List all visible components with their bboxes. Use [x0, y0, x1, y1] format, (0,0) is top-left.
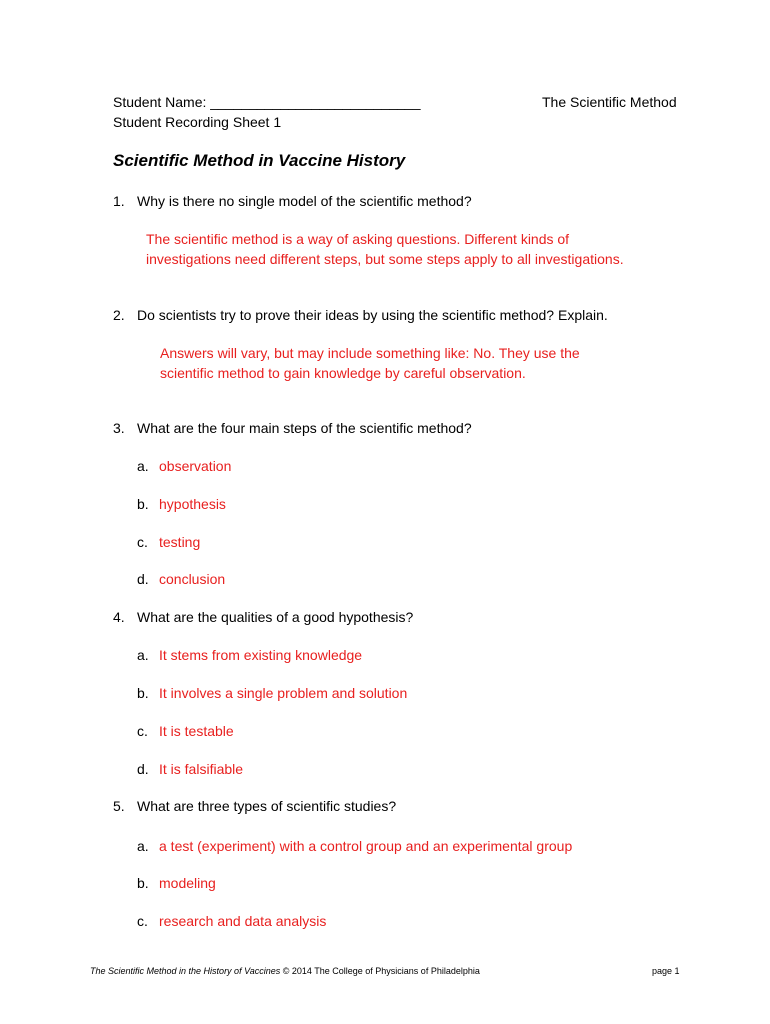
list-item [137, 761, 243, 779]
item-letter: c. [137, 534, 148, 550]
item-answer: a test (experiment) with a control group and an experimental group [159, 838, 573, 854]
item-answer: observation [159, 458, 232, 474]
question-number: 2. [113, 307, 125, 323]
item-letter: d. [137, 761, 149, 777]
question-2 [113, 307, 608, 323]
footer-copyright: © 2014 The College of Physicians of Philadelphia [280, 966, 480, 976]
item-letter: a. [137, 838, 149, 854]
question-4 [113, 609, 413, 625]
page-number: page 1 [652, 966, 680, 976]
question-number: 5. [113, 798, 125, 814]
list-item [137, 534, 200, 552]
student-name-field: Student Name: ___________________________ [113, 94, 421, 110]
list-item [137, 723, 234, 741]
answer-2 [160, 343, 580, 383]
question-text: What are three types of scientific studies? [137, 798, 397, 814]
question-1 [113, 193, 472, 209]
question-text: What are the four main steps of the scientific method? [137, 420, 472, 436]
recording-sheet-label: Student Recording Sheet 1 [113, 114, 282, 130]
list-item [137, 838, 572, 856]
item-answer: testing [159, 534, 201, 550]
list-item [137, 496, 226, 514]
item-letter: a. [137, 647, 149, 663]
item-answer: research and data analysis [159, 913, 327, 929]
item-answer: conclusion [159, 571, 226, 587]
item-letter: a. [137, 458, 149, 474]
list-item [137, 685, 407, 703]
list-item [137, 647, 362, 665]
course-title: The Scientific Method [542, 94, 677, 110]
question-text: Do scientists try to prove their ideas by using the scientific method? Explain. [137, 307, 608, 323]
item-letter: d. [137, 571, 149, 587]
list-item [137, 913, 326, 931]
list-item [137, 571, 225, 589]
answer-line: Answers will vary, but may include something like: No. They use the [160, 345, 580, 361]
item-answer: It stems from existing knowledge [159, 647, 363, 663]
footer-doc-title: The Scientific Method in the History of Vaccines [90, 966, 281, 976]
item-answer: It is testable [159, 723, 234, 739]
footer-credit [90, 966, 480, 976]
question-text: Why is there no single model of the scientific method? [137, 193, 472, 209]
question-5 [113, 798, 396, 814]
question-number: 3. [113, 420, 125, 436]
item-answer: hypothesis [159, 496, 226, 512]
answer-1 [146, 229, 624, 269]
item-letter: b. [137, 496, 149, 512]
item-letter: c. [137, 913, 148, 929]
item-answer: modeling [159, 875, 216, 891]
answer-line: investigations need different steps, but some steps apply to all investigations. [146, 251, 624, 267]
question-number: 4. [113, 609, 125, 625]
list-item [137, 875, 216, 893]
question-3 [113, 420, 472, 436]
list-item [137, 458, 231, 476]
answer-line: The scientific method is a way of asking questions. Different kinds of [146, 231, 570, 247]
item-letter: b. [137, 875, 149, 891]
answer-line: scientific method to gain knowledge by careful observation. [160, 365, 526, 381]
question-number: 1. [113, 193, 125, 209]
item-answer: It involves a single problem and solution [159, 685, 408, 701]
question-text: What are the qualities of a good hypothesis? [137, 609, 414, 625]
page-title: Scientific Method in Vaccine History [113, 151, 406, 170]
item-answer: It is falsifiable [159, 761, 244, 777]
item-letter: c. [137, 723, 148, 739]
item-letter: b. [137, 685, 149, 701]
